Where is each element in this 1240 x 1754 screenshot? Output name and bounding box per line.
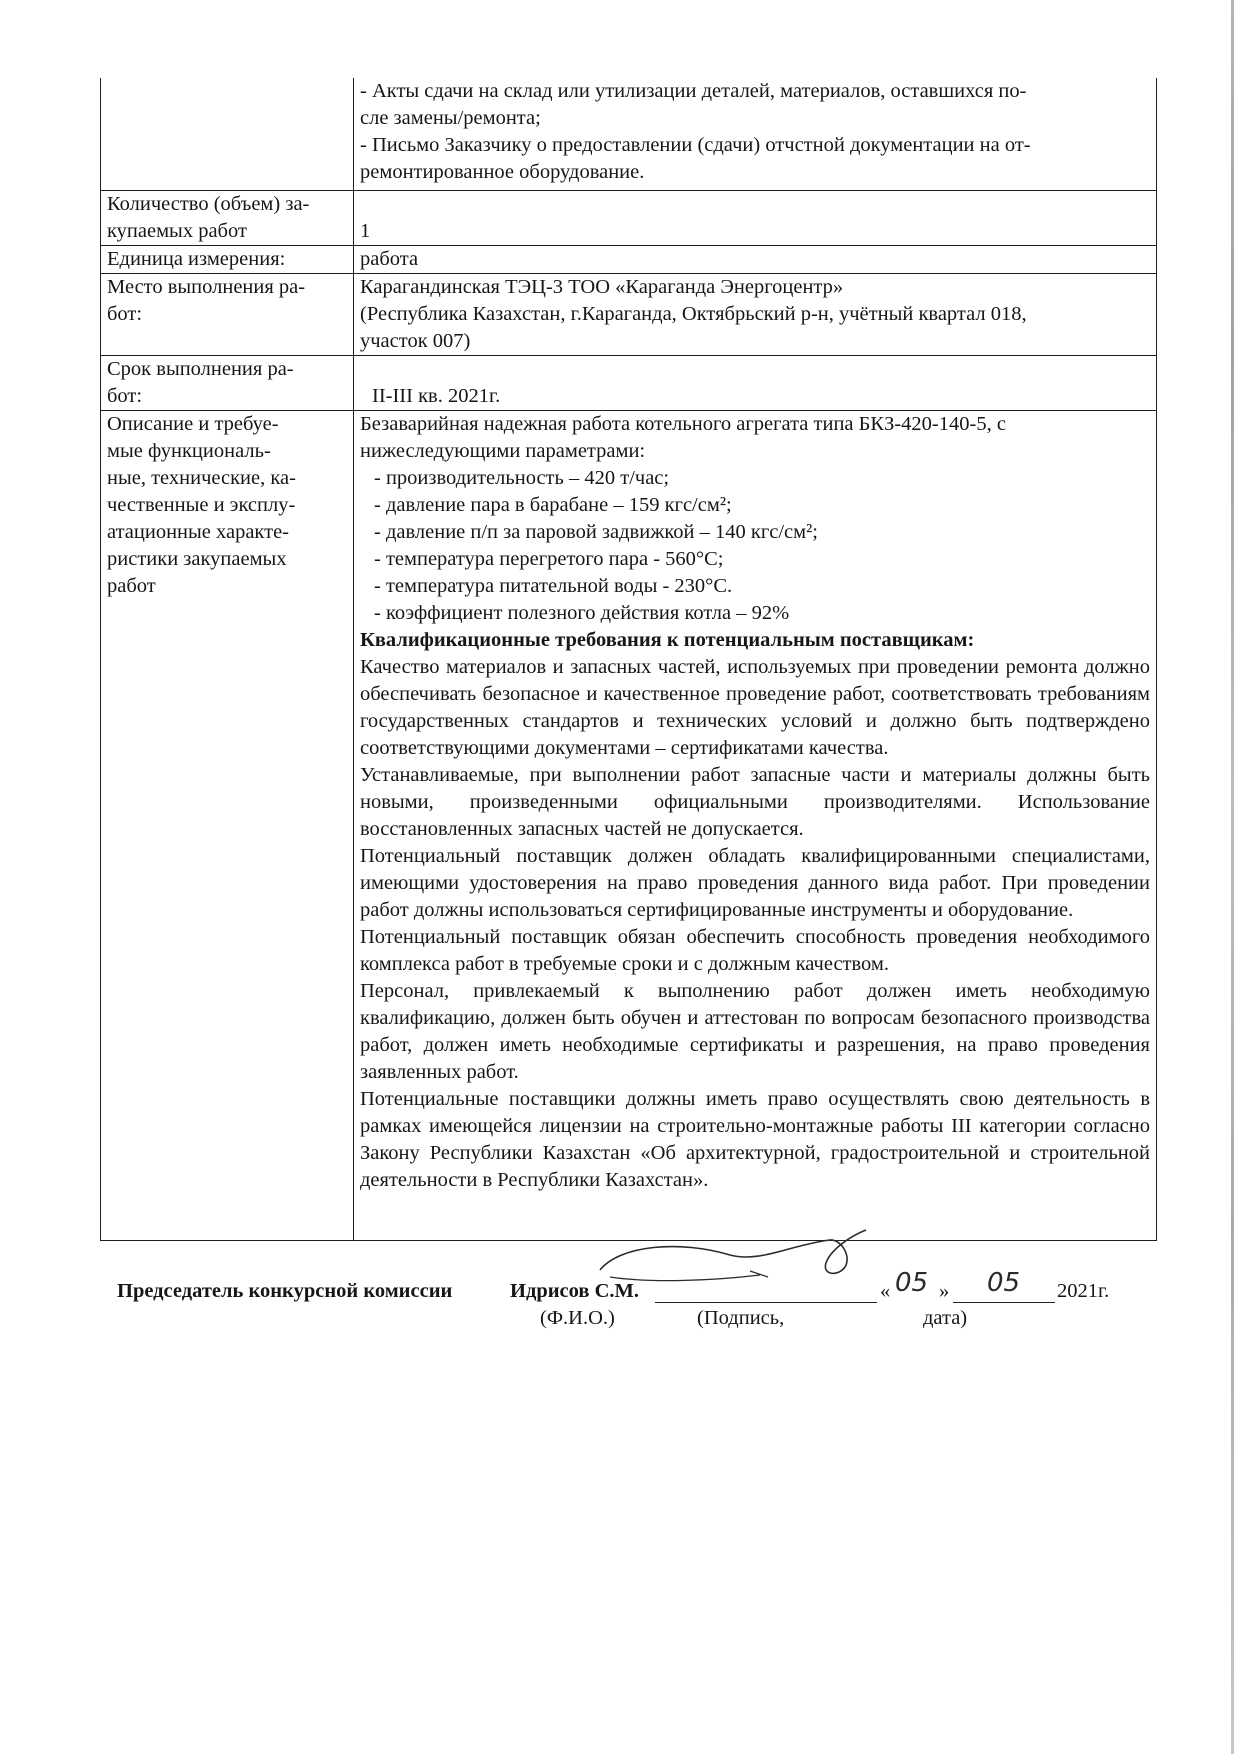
- date-quote-close: »: [939, 1280, 950, 1302]
- quantity-label-line: Количество (объем) за-: [107, 193, 310, 215]
- documents-line: - Письмо Заказчику о предоставлении (сдачи) отчстной документации на от-: [360, 134, 1031, 156]
- parameter-item: - температура перегретого пара - 560°С;: [374, 548, 724, 570]
- qualification-paragraph: Персонал, привлекаемый к выполнению работ должен иметь необходимую квалификацию, должен быть обучен и аттестован по вопросам безопасного производства работ, должен иметь необходимые сертификаты и разрешения, на право проведения заявленных работ.: [360, 980, 1150, 1083]
- description-label-line: чественные и эксплу-: [107, 494, 296, 516]
- date-quote-open: «: [880, 1280, 891, 1302]
- documents-line: - Акты сдачи на склад или утилизации деталей, материалов, оставшихся по-: [360, 80, 1027, 102]
- quantity-value: 1: [354, 191, 1157, 246]
- signature-caption: (Подпись,: [697, 1307, 785, 1329]
- table-row-term: [101, 356, 1157, 411]
- term-label-line: бот:: [107, 385, 143, 407]
- date-day-handwritten: 05: [895, 1268, 929, 1298]
- term-label: [101, 356, 354, 411]
- specification-table: [100, 78, 1157, 1241]
- quantity-label-line: купаемых работ: [107, 220, 247, 242]
- place-value-line: Карагандинская ТЭЦ-3 ТОО «Караганда Энергоцентр»: [360, 276, 844, 298]
- signature-underline: [655, 1302, 877, 1303]
- parameter-item: - производительность – 420 т/час;: [374, 467, 670, 489]
- place-value-line: (Республика Казахстан, г.Караганда, Октябрьский р-н, учётный квартал 018,: [360, 303, 1027, 325]
- place-label: [101, 274, 354, 356]
- date-month-handwritten: 05: [987, 1268, 1021, 1298]
- signature-title: Председатель конкурсной комиссии: [117, 1280, 453, 1302]
- table-row-documents: [101, 78, 1157, 191]
- table-row-place: [101, 274, 1157, 356]
- description-value: [354, 411, 1157, 1241]
- description-label-line: ные, технические, ка-: [107, 467, 296, 489]
- description-label: [101, 411, 354, 1241]
- description-intro-line: нижеследующими параметрами:: [360, 440, 646, 462]
- qualification-paragraph: Потенциальные поставщики должны иметь право осуществлять свою деятельность в рамках имеющейся лицензии на строительно-монтажные работы III категории согласно Закону Республики Казахстан «Об архитектурной, градостроительной и строительной деятельности в Республики Казахстан».: [360, 1088, 1150, 1191]
- description-label-line: Описание и требуе-: [107, 413, 279, 435]
- documents-cell: [354, 78, 1157, 191]
- place-label-line: Место выполнения ра-: [107, 276, 306, 298]
- signature-name: Идрисов С.М.: [510, 1280, 639, 1302]
- parameter-item: - давление п/п за паровой задвижкой – 140 кгс/см²;: [374, 521, 818, 543]
- qualification-paragraph: Потенциальный поставщик должен обладать квалифицированными специалистами, имеющими удостоверения на право проведения данного вида работ. При проведении работ должны использоваться сертифицированные инструменты и оборудование.: [360, 845, 1150, 921]
- qualification-paragraph: Потенциальный поставщик обязан обеспечить способность проведения необходимого комплекса работ в требуемые сроки и с должным качеством.: [360, 926, 1150, 975]
- date-year: 2021г.: [1057, 1280, 1110, 1302]
- table-row-quantity: [101, 191, 1157, 246]
- place-value: [354, 274, 1157, 356]
- qualification-heading: Квалификационные требования к потенциальным поставщикам:: [360, 629, 975, 651]
- term-value: [354, 356, 1157, 411]
- description-label-line: ристики закупаемых: [107, 548, 287, 570]
- table-row-unit: [101, 246, 1157, 274]
- documents-line: сле замены/ремонта;: [360, 107, 541, 129]
- description-intro-line: Безаварийная надежная работа котельного агрегата типа БКЗ-420-140-5, с: [360, 413, 1006, 435]
- qualification-paragraph: Качество материалов и запасных частей, используемых при проведении ремонта должно обеспечивать безопасное и качественное проведение работ, соответствовать требованиям государственных стандартов и технических условий и должно быть подтверждено соответствующими документами – сертификатами качества.: [360, 656, 1150, 759]
- table-row-description: [101, 411, 1157, 1241]
- unit-label: Единица измерения:: [101, 246, 354, 274]
- signature-block: [117, 1268, 1157, 1340]
- date-caption: дата): [923, 1307, 968, 1329]
- term-label-line: Срок выполнения ра-: [107, 358, 294, 380]
- parameter-item: - коэффициент полезного действия котла – 92%: [374, 602, 790, 624]
- unit-value: работа: [354, 246, 1157, 274]
- parameter-item: - температура питательной воды - 230°С.: [374, 575, 733, 597]
- date-underline: [953, 1302, 1055, 1303]
- place-label-line: бот:: [107, 303, 143, 325]
- description-label-line: атационные характе-: [107, 521, 290, 543]
- documents-line: ремонтированное оборудование.: [360, 161, 645, 183]
- empty-label-cell: [101, 78, 354, 191]
- quantity-label: [101, 191, 354, 246]
- fio-caption: (Ф.И.О.): [540, 1307, 615, 1329]
- description-label-line: работ: [107, 575, 156, 597]
- description-label-line: мые функциональ-: [107, 440, 271, 462]
- place-value-line: участок 007): [360, 330, 471, 352]
- scan-edge: [1231, 0, 1234, 1754]
- parameter-item: - давление пара в барабане – 159 кгс/см²;: [374, 494, 732, 516]
- qualification-paragraph: Устанавливаемые, при выполнении работ запасные части и материалы должны быть новыми, произведенными официальными производителями. Использование восстановленных запасных частей не допускается.: [360, 764, 1150, 840]
- term-value-text: II-III кв. 2021г.: [372, 385, 501, 407]
